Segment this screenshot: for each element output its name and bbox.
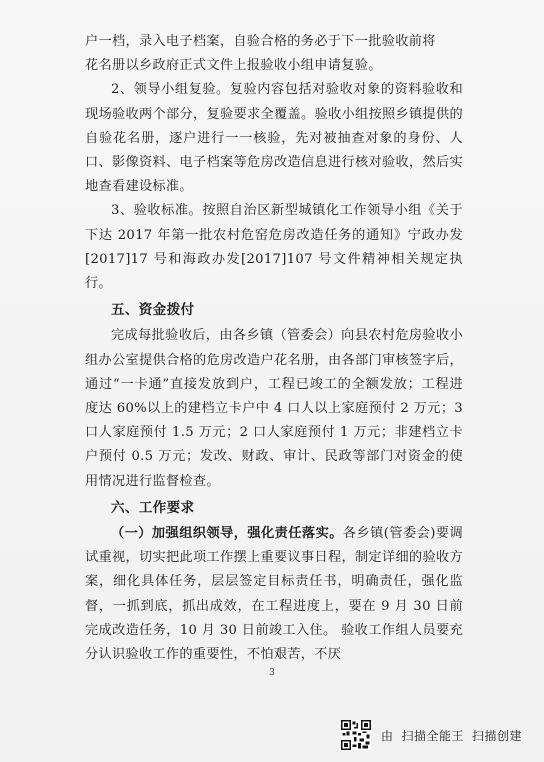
paragraph-line-1: 户一档，录入电子档案，自验合格的务必于下一批验收前将	[85, 34, 436, 49]
page-number: 3	[269, 668, 275, 678]
paragraph-review	[85, 78, 463, 199]
paragraph-line-2: 花名册以乡政府正式文件上报验收小组申请复验。	[85, 58, 382, 74]
qr-code-icon	[341, 720, 371, 750]
requirement-1-lead: （一）加强组织领导，强化责任落实。	[111, 526, 343, 542]
scanner-watermark	[381, 727, 522, 744]
paragraph-standard: 3、验收标准。按照自治区新型城镇化工作领导小组《关于下达 2017 年第一批农村危窑危房改造任务的通知》宁政办发[2017]17 号和海政办发[2017]107 号文件精神相关规定执行。	[85, 203, 463, 292]
section-5-paragraph: 完成每批验收后，由各乡镇（管委会）向县农村危房验收小组办公室提供合格的危房改造户花名册，由各部门审核签字后，通过“一卡通”直接发放到户，工程已竣工的全额发放；工程进度达 60%以上的建档立卡户中 4 口人以上家庭预付 2 万元；3 口人家庭预付 1.5 万元；2 口人家庭预付 1 万元；非建档立卡户预付 0.5 万元；发改、财政、审计、民政等部门对资金的使用情况进行监督检查。	[85, 328, 463, 489]
review-body: 复验内容包括对验收对象的资料验收和现场验收两个部分，复验要求全覆盖。验收小组按照乡镇提供的自验花名册，逐户进行一一核验，先对被抽查对象的身份、人口、影像资料、电子档案等危房改造信息进行核对验收，然后实地查看建设标准。	[85, 82, 463, 195]
requirement-1-paragraph	[85, 522, 463, 667]
watermark-app-name: 扫描全能王	[401, 729, 465, 743]
document-body	[85, 30, 463, 667]
watermark-suffix: 扫描创建	[472, 729, 523, 743]
section-5-heading: 五、资金拨付	[111, 302, 195, 319]
watermark-prefix: 由	[381, 729, 394, 743]
review-lead: 2、领导小组复验。	[111, 82, 230, 98]
section-6-heading: 六、工作要求	[111, 499, 195, 516]
requirement-1-body: 各乡镇(管委会)要调试重视，切实把此项工作摆上重要议事日程，制定详细的验收方案，细化具体任务，层层签定目标责任书，明确责任，强化监督，一抓到底，抓出成效，在工程进度上，要在 9 月 30 日前完成改造任务，10 月 30 日前竣工入住。 验收工作组人员要充分认识验收工作的重要性，不怕艰苦，不厌	[85, 526, 463, 663]
